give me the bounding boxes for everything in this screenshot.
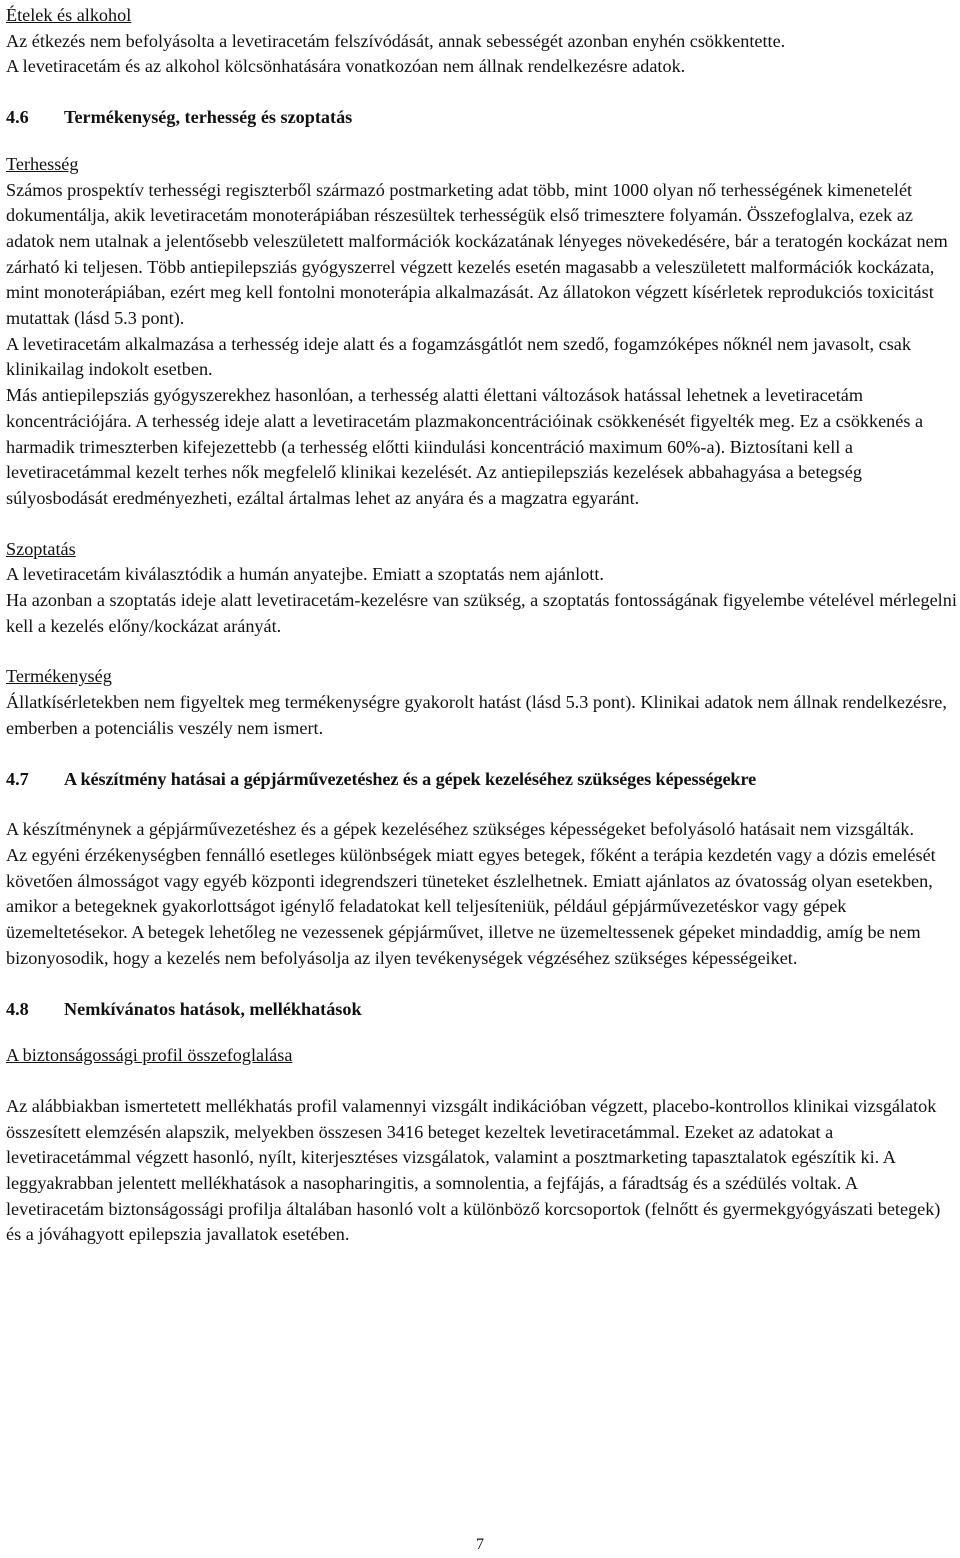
pregnancy-paragraph-1: Számos prospektív terhességi regiszterből származó postmarketing adat több, mint 1000 olyan nő terhességének kimenetelét dokumentálja, akik levetiracetám monoterápiában részesültek terhességük első trimesztere folyamán. Összefoglalva, ezek az adatok nem utalnak a jelentősebb veleszületett malformációk kockázatának lényeges növekedésére, bár a teratogén kockázat nem zárható ki teljesen. Több antiepilepsziás gyógyszerrel végzett kezelés esetén magasabb a veleszületett malformációk kockázata, mint monoterápiában, ezért meg kell fontolni monoterápia alkalmazását. Az állatokon végzett kísérletek reprodukciós toxicitást mutattak (lásd 5.3 pont).: [6, 179, 948, 329]
section-4-8-heading: [6, 997, 958, 1023]
pregnancy-paragraph-2: A levetiracetám alkalmazása a terhesség ideje alatt és a fogamzásgátlót nem szedő, fogamzóképes nőknél nem javasolt, csak klinikailag indokolt esetben.: [6, 333, 911, 380]
food-alcohol-heading: Ételek és alkohol: [6, 5, 132, 25]
page-number: 7: [476, 1536, 484, 1553]
safety-profile-heading: A biztonságossági profil összefoglalása: [6, 1045, 293, 1066]
breastfeeding-paragraph-1: A levetiracetám kiválasztódik a humán anyatejbe. Emiatt a szoptatás nem ajánlott.: [6, 564, 604, 585]
document-page: [6, 3, 958, 1248]
pregnancy-heading: Terhesség: [6, 153, 79, 174]
section-title: Termékenység, terhesség és szoptatás: [64, 107, 353, 128]
food-paragraph-2: A levetiracetám és az alkohol kölcsönhatására vonatkozóan nem állnak rendelkezésre adatok.: [6, 56, 686, 77]
food-paragraph-1: Az étkezés nem befolyásolta a levetiracetám felszívódását, annak sebességét azonban enyhén csökkentette.: [6, 30, 786, 51]
section-number: 4.7: [6, 768, 29, 789]
section-4-7-heading: [6, 767, 958, 793]
driving-paragraph-2: Az egyéni érzékenységben fennálló esetleges különbségek miatt egyes betegek, főként a terápia kezdetén vagy a dózis emelését követően álmosságot vagy egyéb központi idegrendszeri tüneteket észlelhetnek. Emiatt ajánlatos az óvatosság olyan esetekben, amikor a betegeknek gyakorlottságot igénylő feladatokat kell teljesíteniük, például gépjárművezetéskor vagy gépek üzemeltetésekor. A betegek lehetőleg ne vezessenek gépjárművet, illetve ne üzemeltessenek gépeket mindaddig, amíg be nem bizonyosodik, hogy a kezelés nem befolyásolja az ilyen tevékenységek végzéséhez szükséges képességeiket.: [6, 844, 936, 968]
section-number: 4.8: [6, 998, 29, 1019]
safety-profile-paragraph: Az alábbiakban ismertetett mellékhatás profil valamennyi vizsgált indikációban végzett, placebo-kontrollos klinikai vizsgálatok összesített elemzésén alapszik, melyekben összesen 3416 beteget kezeltek levetiracetámmal. Ezeket az adatokat a levetiracetámmal végzett hasonló, nyílt, kiterjesztéses vizsgálatok, valamint a posztmarketing tapasztalatok egészítik ki. A leggyakrabban jelentett mellékhatások a nasopharingitis, a somnolentia, a fejfájás, a fáradtság és a szédülés voltak. A levetiracetám biztonságossági profilja általában hasonló volt a különböző korcsoportok (felnőtt és gyermekgyógyászati betegek) és a jóváhagyott epilepszia javallatok esetében.: [6, 1095, 941, 1245]
section-title: A készítmény hatásai a gépjárművezetéshez és a gépek kezeléséhez szükséges képességekre: [64, 768, 757, 789]
breastfeeding-heading: Szoptatás: [6, 538, 76, 559]
fertility-heading: Termékenység: [6, 666, 112, 687]
section-title: Nemkívánatos hatások, mellékhatások: [64, 998, 362, 1019]
fertility-paragraph-1: Állatkísérletekben nem figyeltek meg termékenységre gyakorolt hatást (lásd 5.3 pont). Klinikai adatok nem állnak rendelkezésre, emberben a potenciális veszély nem ismert.: [6, 692, 947, 738]
breastfeeding-paragraph-2: Ha azonban a szoptatás ideje alatt levetiracetám-kezelésre van szükség, a szoptatás fontosságának figyelembe vételével mérlegelni kell a kezelés előny/kockázat arányát.: [6, 590, 957, 636]
section-4-6-heading: [0, 105, 958, 131]
driving-paragraph-1: A készítménynek a gépjárművezetéshez és a gépek kezeléséhez szükséges képességeket befolyásoló hatásait nem vizsgálták.: [6, 819, 914, 840]
section-number: 4.6: [6, 107, 29, 128]
pregnancy-paragraph-3: Más antiepilepsziás gyógyszerekhez hasonlóan, a terhesség alatti élettani változások hatással lehetnek a levetiracetám koncentrációjára. A terhesség ideje alatt a levetiracetám plazmakoncentrációinak csökkenését figyelték meg. Ez a csökkenés a harmadik trimeszterben kifejezettebb (a terhesség előtti kiindulási koncentráció maximum 60%-a). Biztosítani kell a levetiracetámmal kezelt terhes nők megfelelő klinikai kezelését. Az antiepilepsziás kezelések abbahagyása a betegség súlyosbodását eredményezheti, ezáltal ártalmas lehet az anyára és a magzatra egyaránt.: [6, 385, 924, 508]
